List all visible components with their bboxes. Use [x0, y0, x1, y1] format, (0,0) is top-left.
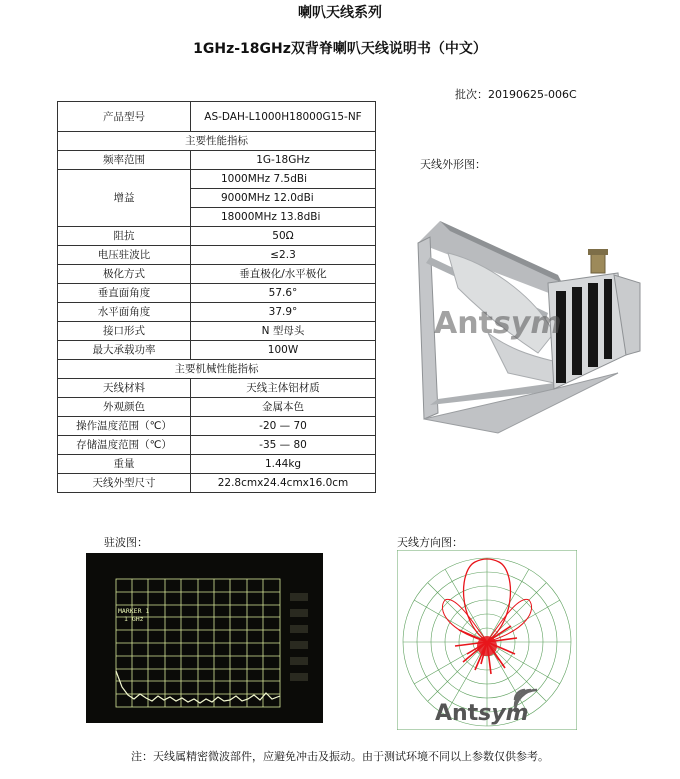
- table-row: [58, 474, 376, 493]
- vswr-figure-label: 驻波图：: [104, 536, 148, 549]
- fin-slot: [572, 287, 582, 375]
- gain-value: 18000MHz 13.8dBi: [191, 208, 376, 227]
- row-label: 最大承载功率: [58, 341, 191, 360]
- gain-value: 1000MHz 7.5dBi: [191, 170, 376, 189]
- row-value: 22.8cmx24.4cmx16.0cm: [191, 474, 376, 493]
- table-row: [58, 398, 376, 417]
- screen-bezel: [86, 553, 323, 723]
- gain-label: 增益: [58, 170, 191, 227]
- table-row: [58, 341, 376, 360]
- row-label: 操作温度范围（℃）: [58, 417, 191, 436]
- row-label: 天线外型尺寸: [58, 474, 191, 493]
- fin-slot: [604, 279, 612, 359]
- table-row: [58, 379, 376, 398]
- antenna-photo: [378, 183, 648, 438]
- row-label: 电压驻波比: [58, 246, 191, 265]
- row-value: 37.9°: [191, 303, 376, 322]
- document-title: 1GHz-18GHz双背脊喇叭天线说明书（中文）: [193, 41, 487, 57]
- row-value: ≤2.3: [191, 246, 376, 265]
- row-label: 存储温度范围（℃）: [58, 436, 191, 455]
- mechanical-header: 主要机械性能指标: [58, 360, 376, 379]
- row-value: 50Ω: [191, 227, 376, 246]
- table-row: [58, 322, 376, 341]
- softkey: [290, 609, 308, 617]
- table-row: [58, 417, 376, 436]
- gain-value: 9000MHz 12.0dBi: [191, 189, 376, 208]
- pattern-figure-label: 天线方向图：: [397, 536, 463, 549]
- row-label: 阻抗: [58, 227, 191, 246]
- batch-number: 批次：20190625-006C: [455, 88, 577, 101]
- table-row: [58, 151, 376, 170]
- row-label: 水平面角度: [58, 303, 191, 322]
- table-row: [58, 303, 376, 322]
- n-connector: [591, 253, 605, 273]
- softkey: [290, 657, 308, 665]
- exterior-figure-label: 天线外形图：: [420, 158, 486, 171]
- row-label: 天线材料: [58, 379, 191, 398]
- table-row: [58, 436, 376, 455]
- row-label: 垂直面角度: [58, 284, 191, 303]
- softkey: [290, 673, 308, 681]
- marker-label: MARKER 1: [118, 607, 150, 615]
- row-value: 金属本色: [191, 398, 376, 417]
- row-label: 频率范围: [58, 151, 191, 170]
- row-value: -20 — 70: [191, 417, 376, 436]
- footer-note: 注：天线属精密微波部件，应避免冲击及振动。由于测试环境不同以上参数仅供参考。: [131, 750, 549, 763]
- table-section-header: [58, 132, 376, 151]
- table-row: [58, 455, 376, 474]
- vswr-screen: [86, 553, 323, 723]
- table-row: [58, 102, 376, 132]
- model-value: AS-DAH-L1000H18000G15-NF: [191, 102, 376, 132]
- softkey: [290, 641, 308, 649]
- row-value: 100W: [191, 341, 376, 360]
- brand-watermark: Antsym: [434, 306, 562, 341]
- table-row: [58, 227, 376, 246]
- row-value: 垂直极化/水平极化: [191, 265, 376, 284]
- table-row: [58, 284, 376, 303]
- spec-table: [57, 101, 376, 493]
- row-label: 接口形式: [58, 322, 191, 341]
- fin-slot: [588, 283, 598, 367]
- row-value: -35 — 80: [191, 436, 376, 455]
- row-value: 1G-18GHz: [191, 151, 376, 170]
- radiation-pattern: [397, 550, 577, 730]
- softkey: [290, 593, 308, 601]
- table-row: [58, 170, 376, 189]
- brand-logo-text: Antsym: [435, 701, 529, 726]
- electrical-header: 主要性能指标: [58, 132, 376, 151]
- row-value: 1.44kg: [191, 455, 376, 474]
- connector-nut: [588, 249, 608, 255]
- row-label: 外观颜色: [58, 398, 191, 417]
- model-label: 产品型号: [58, 102, 191, 132]
- row-label: 重量: [58, 455, 191, 474]
- horn-bottom-plate: [424, 373, 618, 433]
- marker-freq: 1 GHz: [124, 615, 144, 623]
- series-title: 喇叭天线系列: [298, 5, 382, 21]
- table-row: [58, 246, 376, 265]
- row-value: 57.6°: [191, 284, 376, 303]
- row-label: 极化方式: [58, 265, 191, 284]
- row-value: 天线主体铝材质: [191, 379, 376, 398]
- pattern-core: [477, 636, 497, 656]
- softkey: [290, 625, 308, 633]
- table-row: [58, 265, 376, 284]
- table-section-header: [58, 360, 376, 379]
- row-value: N 型母头: [191, 322, 376, 341]
